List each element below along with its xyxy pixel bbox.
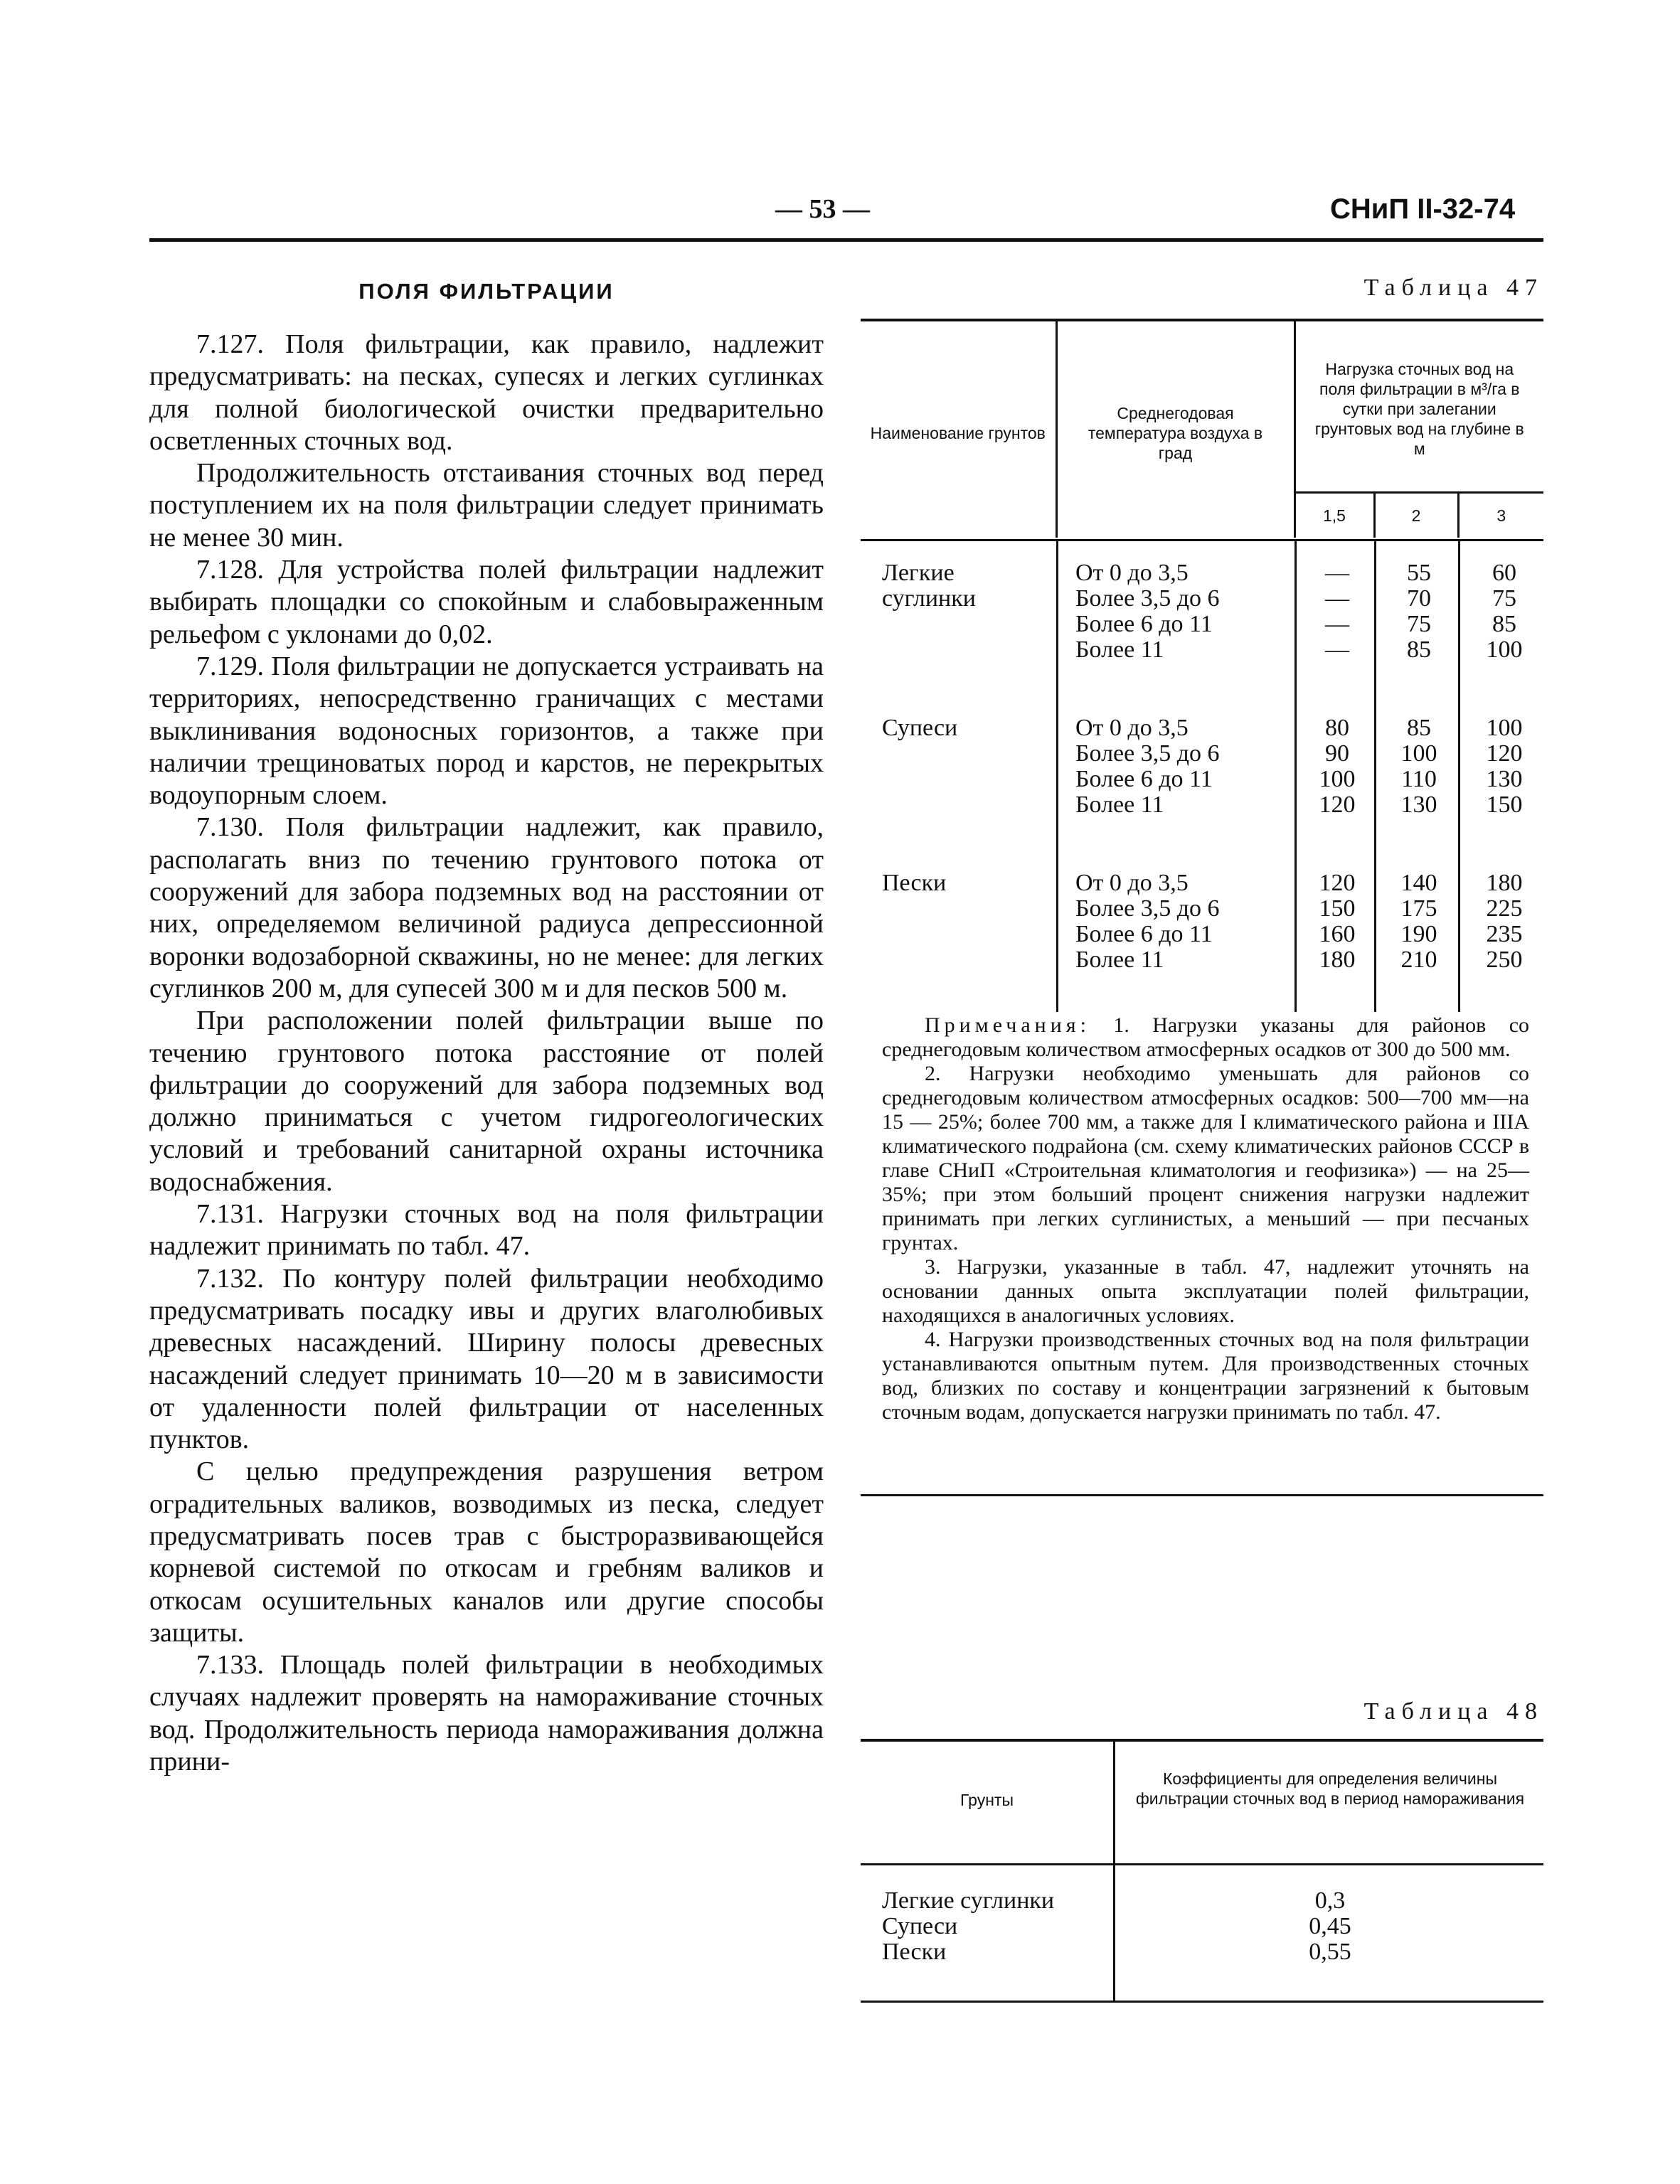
t48-header-coef: Коэффициенты для определения величины фильтрации сточных вод в период намораживания — [1135, 1769, 1525, 1808]
value: 100 — [1400, 740, 1437, 767]
value: 150 — [1319, 895, 1356, 922]
value: 85 — [1407, 636, 1431, 663]
soil-name: Супеси — [882, 1913, 958, 1939]
table-47-caption: Таблица 47 — [1363, 275, 1543, 301]
soil-name: Легкие суглинки — [882, 1887, 1055, 1914]
values-3 — [1469, 560, 1540, 663]
temp-range: От 0 до 3,5 — [1075, 870, 1189, 896]
value: 250 — [1486, 947, 1523, 973]
temp-range: Более 6 до 11 — [1075, 766, 1213, 792]
header-soil: Наименование грунтов — [861, 320, 1056, 538]
body-top-rule — [861, 539, 1543, 541]
paragraph: 7.133. Площадь полей фильтрации в необходимых случаях надлежит проверять на намораживание сточных вод. Продолжительность периода намораживания должна прини- — [149, 1650, 824, 1777]
header-temperature: Среднегодовая температура воздуха в град — [1056, 320, 1294, 538]
soil-name: Пески — [882, 1939, 947, 1965]
paragraph: Продолжительность отстаивания сточных вод перед поступлением их на поля фильтрации следует принимать не менее 30 мин. — [149, 458, 824, 553]
value: 235 — [1486, 921, 1523, 947]
values-2 — [1383, 870, 1455, 973]
header-depth-1-5: 1,5 — [1294, 492, 1374, 538]
value: 55 — [1407, 560, 1431, 586]
coef-value: 0,3 — [1314, 1887, 1346, 1914]
value: 60 — [1492, 560, 1516, 586]
note: 2. Нагрузки необходимо уменьшать для районов со среднегодовым количеством атмосферных осадков: 500—700 мм—на 15 — 25%; более 700 мм, а также для I климатического района и IIIА климатического подрайона (см. схему климатических районов СССР в главе СНиП «Строительная климатология и геофизика») — на 25—35%; при этом больший процент снижения нагрузки надлежит принимать при легких суглинистых, а меньший — при песчаных грунтах. — [882, 1062, 1529, 1255]
value: 90 — [1325, 740, 1349, 767]
temp-list — [1075, 715, 1289, 818]
value: 70 — [1407, 585, 1431, 612]
value: 110 — [1401, 766, 1437, 792]
value: 190 — [1400, 921, 1437, 947]
t48-soils — [882, 1888, 1110, 1965]
value: 130 — [1400, 792, 1437, 818]
temp-range: От 0 до 3,5 — [1075, 715, 1189, 741]
value: 80 — [1325, 715, 1349, 741]
value: 225 — [1486, 895, 1523, 922]
table-bottom-rule — [861, 1494, 1543, 1496]
value: 85 — [1407, 715, 1431, 741]
paragraph: 7.130. Поля фильтрации надлежит, как правило, располагать вниз по течению грунтового потока от сооружений для забора подземных вод на расстоянии от них, определяемом величиной радиуса депрессионной воронки водозаборной скважины, но не менее: для легких суглинков 200 м, для супесей 300 м и для песков 500 м. — [149, 812, 824, 1003]
value: 175 — [1400, 895, 1437, 922]
value: — — [1325, 585, 1349, 612]
value: 210 — [1400, 947, 1437, 973]
header-depth-3: 3 — [1496, 506, 1506, 525]
value: 75 — [1492, 585, 1516, 612]
temp-range: От 0 до 3,5 — [1075, 560, 1189, 586]
table-47 — [861, 319, 1543, 538]
header-load: Нагрузка сточных вод на поля фильтрации в м³/га в сутки при залегании грунтовых вод на глубине в м — [1294, 320, 1543, 492]
coef-value: 0,55 — [1309, 1939, 1351, 1965]
coef-value: 0,45 — [1309, 1913, 1351, 1939]
t48-header-soil: Грунты — [960, 1791, 1014, 1809]
value: — — [1325, 560, 1349, 586]
values-1-5 — [1305, 870, 1369, 973]
table-48 — [861, 1739, 1543, 2002]
note-text: 1. Нагрузки указаны для районов со среднегодовым количеством атмосферных осадков от 300 до 500 мм. — [882, 1013, 1530, 1061]
left-column — [149, 277, 824, 1778]
paragraph: 7.132. По контуру полей фильтрации необходимо предусматривать посадку ивы и других влаголюбивых древесных насаждений. Ширину полосы древесных насаждений следует принимать 10—20 м в зависимости от удаленности полей фильтрации от населенных пунктов. — [149, 1263, 824, 1455]
t48-values — [1117, 1888, 1543, 1965]
notes-label: Примечания: — [925, 1013, 1090, 1037]
note: 3. Нагрузки, указанные в табл. 47, надлежит уточнять на основании данных опыта эксплуатации полей фильтрации, находящихся в аналогичных условиях. — [882, 1255, 1529, 1327]
vline — [1374, 539, 1376, 1012]
value: 75 — [1407, 611, 1431, 637]
note — [882, 1013, 1529, 1062]
temp-range: Более 11 — [1075, 792, 1164, 818]
value: 180 — [1486, 870, 1523, 896]
value: 150 — [1486, 792, 1523, 818]
value: 85 — [1492, 611, 1516, 637]
vline — [1056, 539, 1058, 1012]
vline — [1458, 539, 1460, 1012]
vline — [1294, 539, 1297, 1012]
value: 100 — [1486, 715, 1523, 741]
paragraph: 7.131. Нагрузки сточных вод на поля фильтрации надлежит принимать по табл. 47. — [149, 1199, 824, 1262]
section-title: ПОЛЯ ФИЛЬТРАЦИИ — [358, 279, 615, 304]
temp-list — [1075, 560, 1289, 663]
values-3 — [1469, 715, 1540, 818]
value: 180 — [1319, 947, 1356, 973]
page-number: — 53 — — [775, 194, 870, 224]
table-47-notes — [882, 1013, 1529, 1424]
paragraph: 7.127. Поля фильтрации, как правило, надлежит предусматривать: на песках, супесях и легких суглинках для полной биологической очистки предварительно осветленных сточных вод. — [149, 329, 824, 456]
value: 120 — [1319, 792, 1356, 818]
temp-list — [1075, 870, 1289, 973]
values-1-5 — [1305, 715, 1369, 818]
value: 120 — [1319, 870, 1356, 896]
header-rule — [149, 238, 1543, 242]
values-3 — [1469, 870, 1540, 973]
value: 120 — [1486, 740, 1523, 767]
value: — — [1325, 636, 1349, 663]
value: 160 — [1319, 921, 1356, 947]
value: 100 — [1486, 636, 1523, 663]
soil-name: Легкие суглинки — [882, 560, 976, 612]
paragraph: 7.129. Поля фильтрации не допускается устраивать на территориях, непосредственно граничащих с местами выклинивания водоносных горизонтов, а также при наличии трещиноватых пород и карстов, не перекрытых водоупорным слоем. — [149, 651, 824, 811]
value: 140 — [1400, 870, 1437, 896]
paragraph: 7.128. Для устройства полей фильтрации надлежит выбирать площадки со спокойным и слабовыраженным рельефом с уклонами до 0,02. — [149, 555, 824, 649]
note: 4. Нагрузки производственных сточных вод на поля фильтрации устанавливаются опытным путем. Для производственных сточных вод, близких по составу и концентрации загрязнений к бытовым сточным водам, допускается нагрузки принимать по табл. 47. — [882, 1328, 1529, 1424]
temp-range: Более 11 — [1075, 947, 1164, 973]
values-2 — [1383, 560, 1455, 663]
header-depth-2: 2 — [1374, 492, 1458, 538]
value: — — [1325, 611, 1349, 637]
value: 100 — [1319, 766, 1356, 792]
temp-range: Более 11 — [1075, 636, 1164, 663]
temp-range: Более 3,5 до 6 — [1075, 740, 1220, 767]
paragraph: При расположении полей фильтрации выше по течению грунтового потока расстояние от полей фильтрации до сооружений для забора подземных вод должно приниматься с учетом гидрогеологических условий и требований санитарной охраны источника водоснабжения. — [149, 1006, 824, 1197]
t48-header-rule — [861, 1863, 1543, 1865]
t48-bottom-rule — [861, 2001, 1543, 2003]
t48-vline — [1113, 1739, 1115, 2002]
values-2 — [1383, 715, 1455, 818]
temp-range: Более 6 до 11 — [1075, 921, 1213, 947]
temp-range: Более 3,5 до 6 — [1075, 585, 1220, 612]
t48-top-rule — [861, 1739, 1543, 1742]
soil-name: Пески — [882, 870, 947, 896]
value: 130 — [1486, 766, 1523, 792]
soil-name: Супеси — [882, 715, 958, 741]
paragraph: С целью предупреждения разрушения ветром оградительных валиков, возводимых из песка, следует предусматривать посев трав с быстроразвивающейся корневой системой по откосам и гребням валиков и откосам осушительных каналов или другие способы защиты. — [149, 1456, 824, 1648]
values-1-5 — [1305, 560, 1369, 663]
document-id: СНиП II-32-74 — [1330, 193, 1516, 225]
temp-range: Более 3,5 до 6 — [1075, 895, 1220, 922]
table-48-caption: Таблица 48 — [1363, 1698, 1543, 1725]
temp-range: Более 6 до 11 — [1075, 611, 1213, 637]
